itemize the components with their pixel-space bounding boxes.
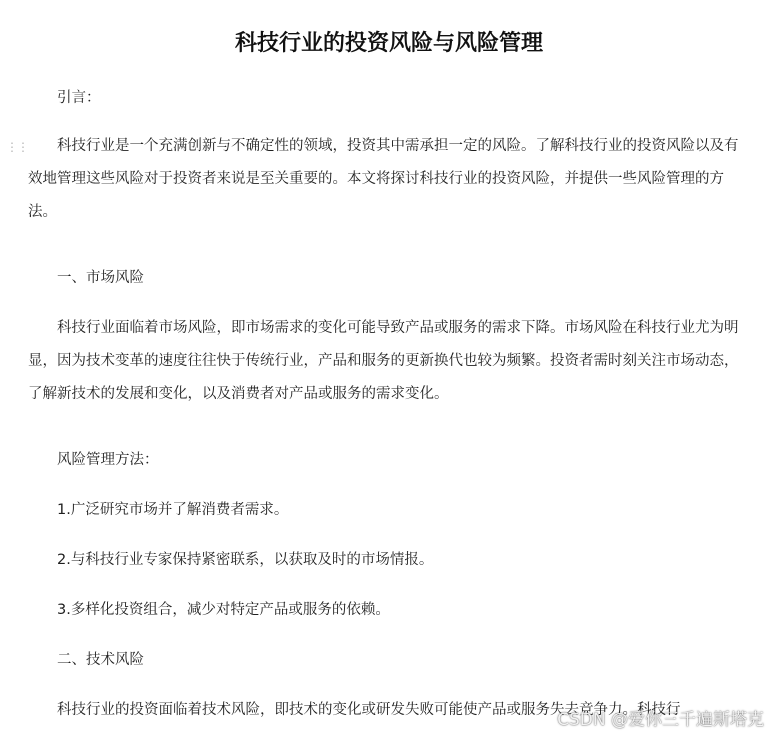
paragraph-market-risk: 科技行业面临着市场风险，即市场需求的变化可能导致产品或服务的需求下降。市场风险在科技行业尤为明显，因为技术变革的速度往往快于传统行业，产品和服务的更新换代也较为频繁。投资者需时刻关注市场动态，了解新技术的发展和变化，以及消费者对产品或服务的需求变化。 bbox=[28, 320, 739, 402]
list-item-3: 3.多样化投资组合，减少对特定产品或服务的依赖。 bbox=[57, 602, 390, 618]
heading-tech-risk: 二、技术风险 bbox=[57, 652, 144, 668]
watermark: CSDN @爱你三千遍斯塔克 bbox=[557, 710, 764, 730]
document-title: 科技行业的投资风险与风险管理 bbox=[234, 31, 543, 56]
heading-risk-management: 风险管理方法： bbox=[57, 452, 159, 468]
list-item-2: 2.与科技行业专家保持紧密联系，以获取及时的市场情报。 bbox=[57, 552, 434, 568]
heading-market-risk: 一、市场风险 bbox=[57, 270, 144, 286]
list-item-1: 1.广泛研究市场并了解消费者需求。 bbox=[57, 502, 289, 518]
paragraph-intro-label: 引言： bbox=[57, 90, 101, 106]
paragraph-intro: 科技行业是一个充满创新与不确定性的领域，投资其中需承担一定的风险。了解科技行业的投资风险以及有效地管理这些风险对于投资者来说是至关重要的。本文将探讨科技行业的投资风险，并提供一些风险管理的方法。 bbox=[28, 138, 739, 220]
paragraph-tech-risk: 科技行业的投资面临着技术风险，即技术的变化或研发失败可能使产品或服务失去竞争力。科技行 bbox=[57, 702, 681, 718]
drag-handle-icon[interactable]: ⋮⋮ bbox=[6, 140, 28, 154]
